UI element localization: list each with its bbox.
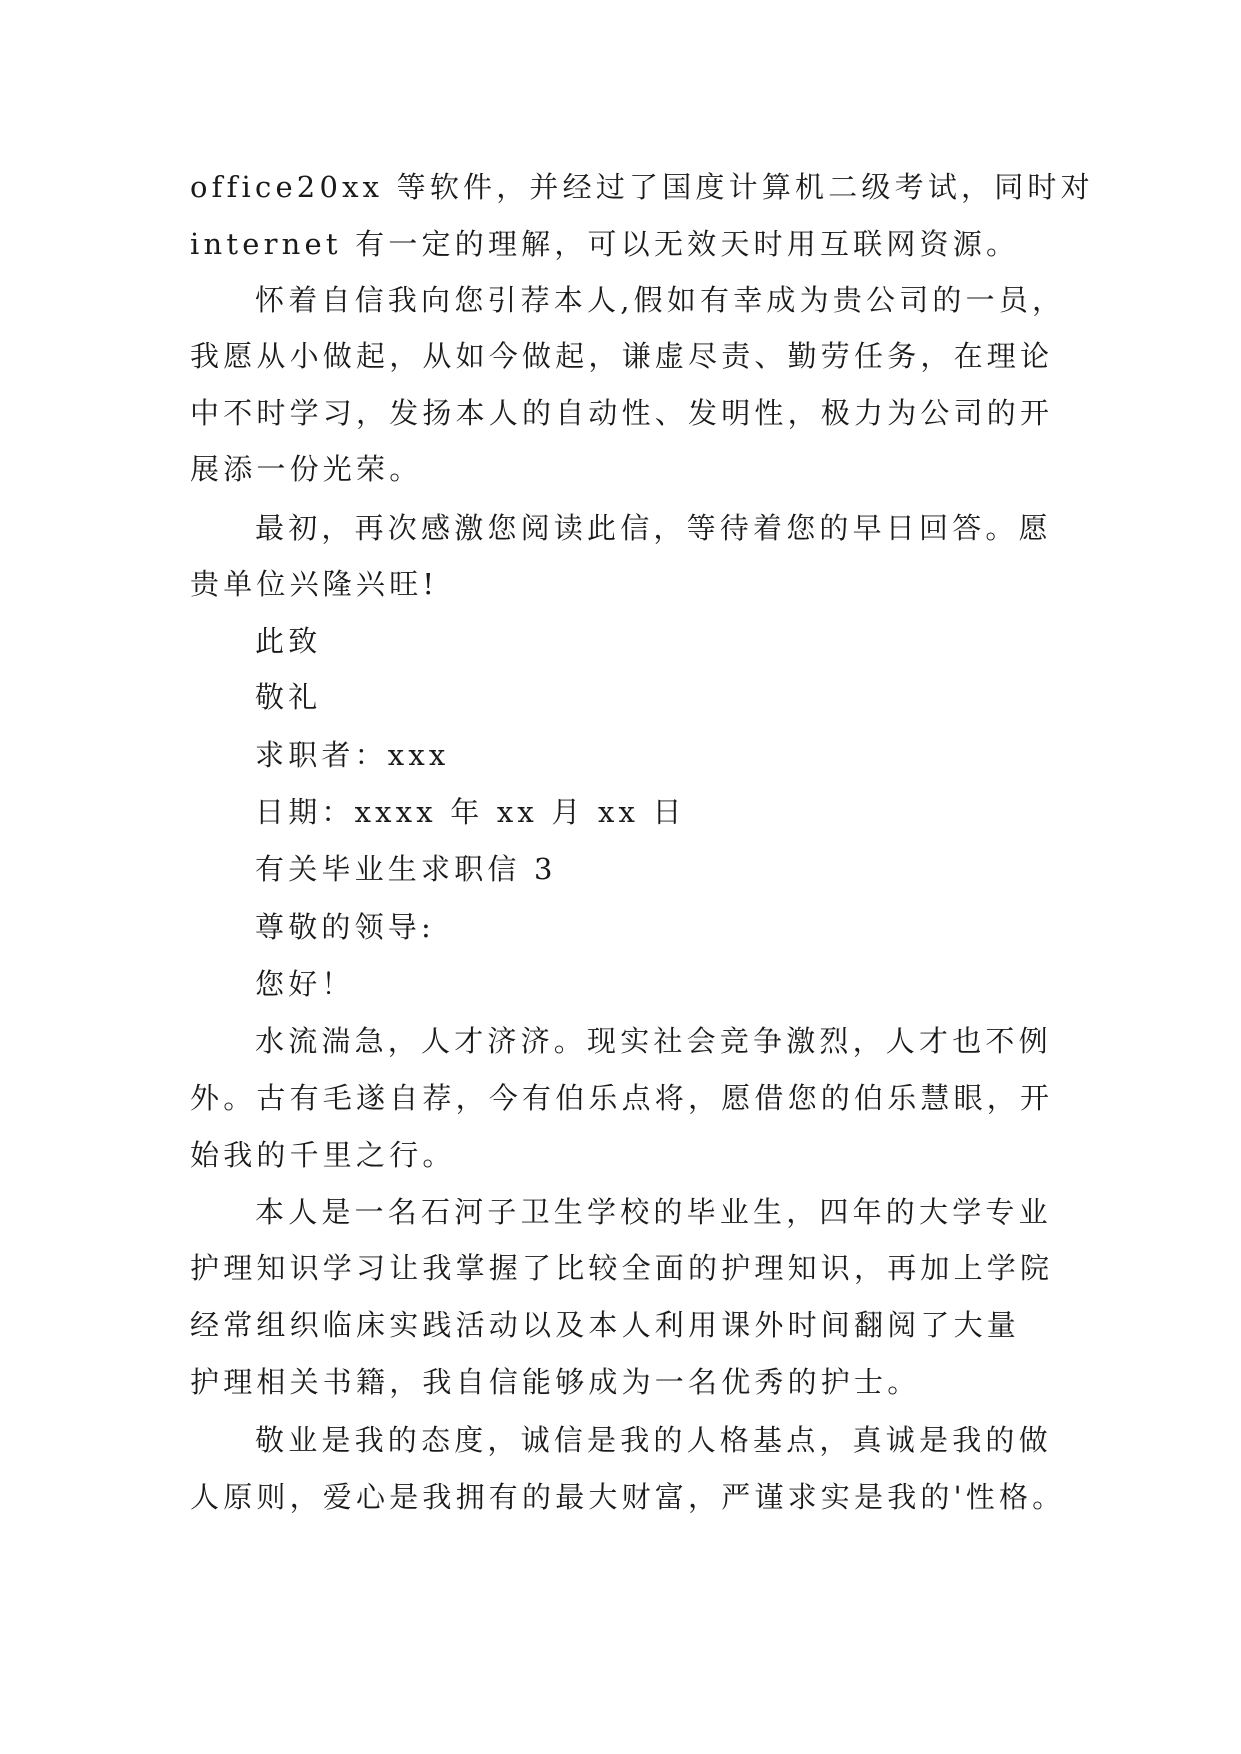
- text-line: 展添一份光荣。: [190, 452, 423, 486]
- text-line: 中不时学习，发扬本人的自动性、发明性，极力为公司的开: [190, 396, 1054, 430]
- text-line: 人原则，爱心是我拥有的最大财富，严谨求实是我的'性格。: [190, 1480, 1066, 1514]
- text-line: 经常组织临床实践活动以及本人利用课外时间翻阅了大量: [190, 1308, 1021, 1342]
- text-line: 此致: [255, 624, 322, 658]
- text-line: 最初，再次感激您阅读此信，等待着您的早日回答。愿: [255, 511, 1052, 545]
- text-line: 怀着自信我向您引荐本人,假如有幸成为贵公司的一员，: [255, 283, 1066, 317]
- text-line: 护理知识学习让我掌握了比较全面的护理知识，再加上学院: [190, 1251, 1054, 1285]
- text-line: 贵单位兴隆兴旺!: [190, 567, 439, 601]
- text-line: office20xx 等软件，并经过了国度计算机二级考试，同时对: [190, 170, 1094, 204]
- text-line: 护理相关书籍，我自信能够成为一名优秀的护士。: [190, 1365, 921, 1399]
- text-line: 日期：xxxx 年 xx 月 xx 日: [255, 795, 686, 829]
- text-line: 水流湍急，人才济济。现实社会竞争激烈，人才也不例: [255, 1024, 1052, 1058]
- text-line: 有关毕业生求职信 3: [255, 852, 557, 886]
- text-line: 我愿从小做起，从如今做起，谦虚尽责、勤劳任务，在理论: [190, 339, 1054, 373]
- text-line: 始我的千里之行。: [190, 1138, 456, 1172]
- text-line: 求职者：xxx: [255, 738, 450, 772]
- text-line: 敬礼: [255, 680, 322, 714]
- text-line: internet 有一定的理解，可以无效天时用互联网资源。: [190, 227, 1020, 261]
- text-line: 您好！: [255, 967, 355, 1001]
- text-line: 本人是一名石河子卫生学校的毕业生，四年的大学专业: [255, 1195, 1052, 1229]
- text-line: 尊敬的领导:: [255, 910, 435, 944]
- text-line: 敬业是我的态度，诚信是我的人格基点，真诚是我的做: [255, 1423, 1052, 1457]
- text-line: 外。古有毛遂自荐，今有伯乐点将，愿借您的伯乐慧眼，开: [190, 1081, 1054, 1115]
